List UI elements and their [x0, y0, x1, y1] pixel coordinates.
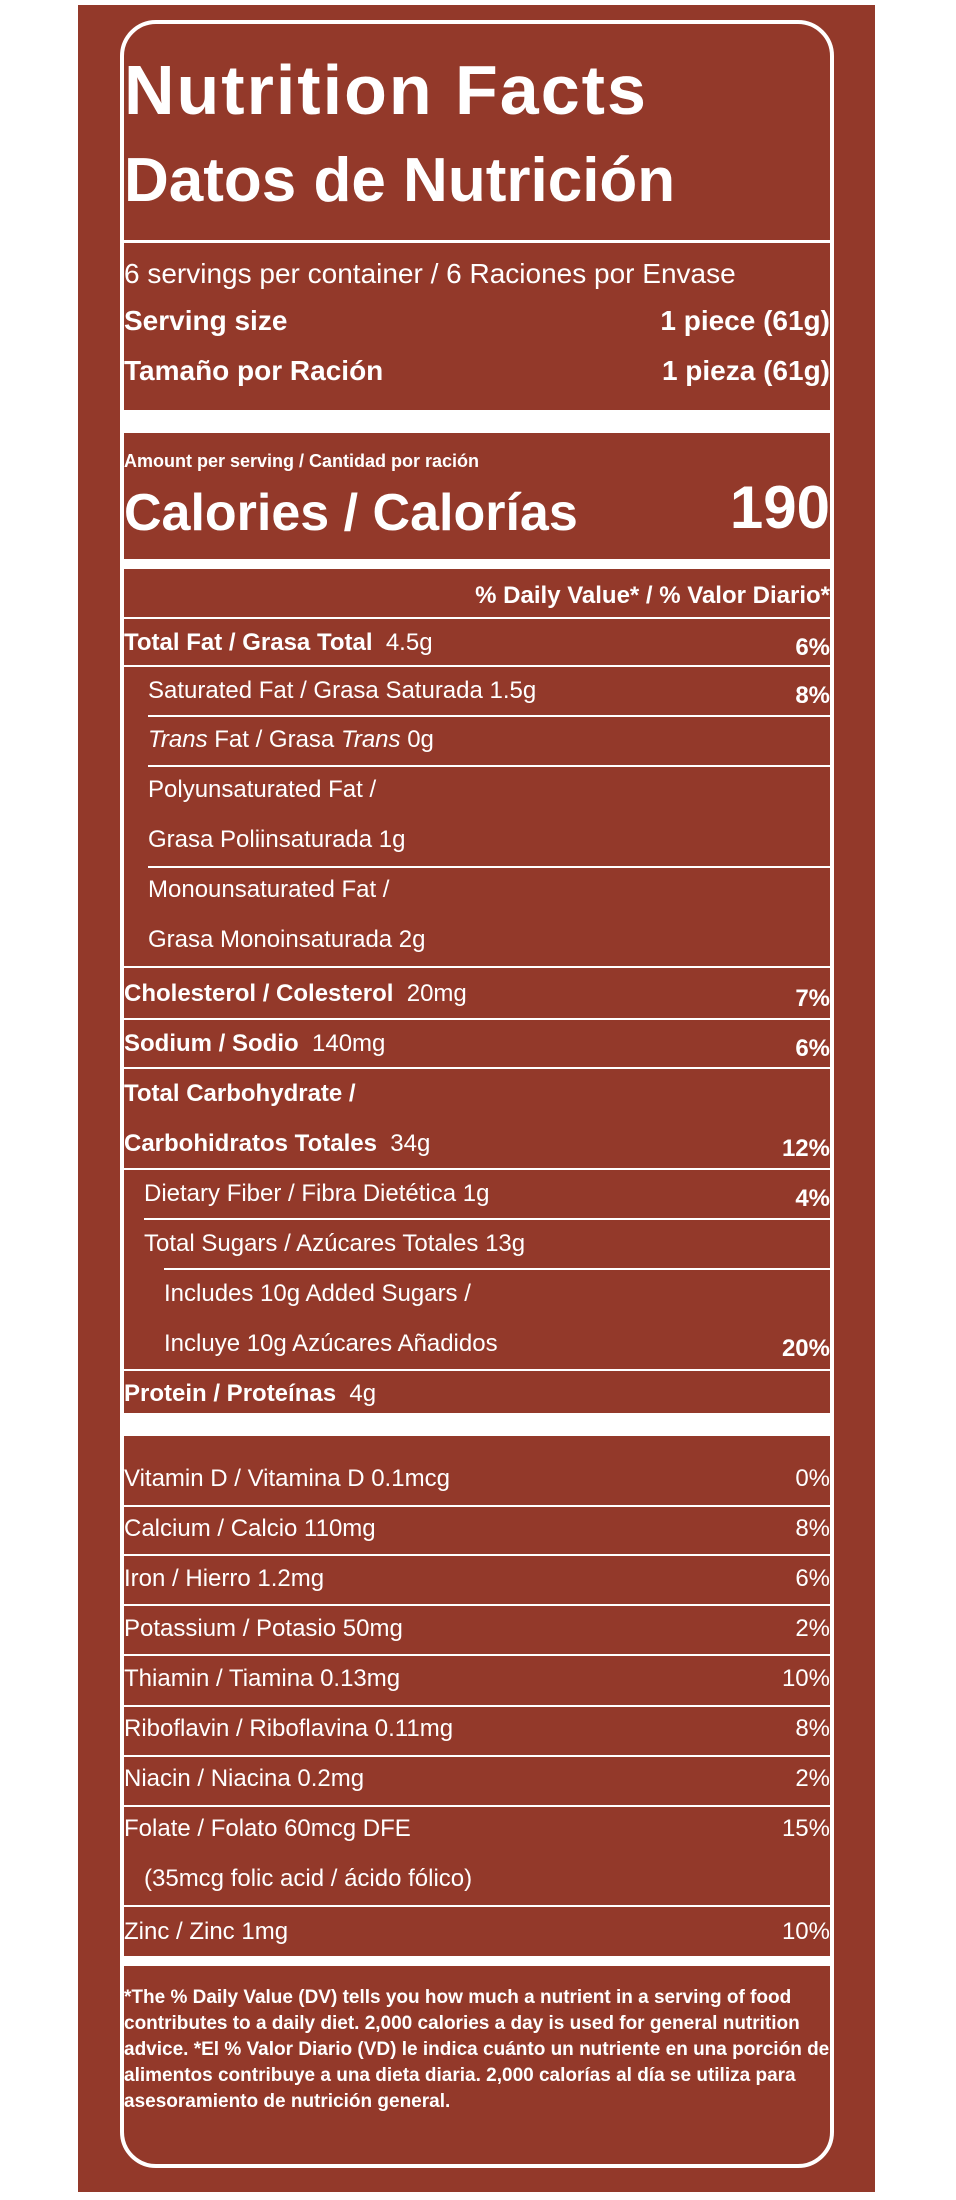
- calcium-label: Calcium / Calcio 110mg: [124, 1515, 376, 1542]
- thiamin-dv: 10%: [781, 1665, 830, 1692]
- vitamin-d-dv: 0%: [795, 1465, 830, 1492]
- vitamin-d-label: Vitamin D / Vitamina D 0.1mcg: [124, 1465, 450, 1492]
- total-carbohydrate-dv: 12%: [781, 1135, 830, 1162]
- zinc-label: Zinc / Zinc 1mg: [124, 1918, 289, 1945]
- protein-row: [124, 1382, 376, 1406]
- divider: [124, 1018, 830, 1020]
- dietary-fiber-dv: 4%: [795, 1185, 830, 1212]
- riboflavin-label: Riboflavin / Riboflavina 0.11mg: [124, 1715, 454, 1742]
- daily-value-header: % Daily Value* / % Valor Diario*: [475, 582, 830, 609]
- divider: [124, 1505, 830, 1507]
- divider: [124, 1554, 830, 1556]
- polyunsaturated-fat-line2: Grasa Poliinsaturada 1g: [148, 826, 406, 853]
- servings-per-container: 6 servings per container / 6 Raciones por Envase: [124, 258, 736, 289]
- total-fat-amount: 4.5g: [385, 629, 433, 656]
- cholesterol-dv: 7%: [795, 985, 830, 1012]
- serving-size-value: 1 piece (61g): [660, 305, 830, 336]
- calcium-dv: 8%: [795, 1515, 830, 1542]
- sodium-row: [124, 1032, 385, 1056]
- folate-dv: 15%: [781, 1815, 830, 1842]
- polyunsaturated-fat-line1: Polyunsaturated Fat /: [148, 776, 377, 803]
- total-fat-row: [124, 631, 433, 655]
- divider: [124, 1067, 830, 1069]
- divider: [124, 1705, 830, 1707]
- sodium-dv: 6%: [795, 1035, 830, 1062]
- monounsaturated-fat-line1: Monounsaturated Fat /: [148, 876, 390, 903]
- thiamin-label: Thiamin / Tiamina 0.13mg: [124, 1665, 401, 1692]
- added-sugars-line1: Includes 10g Added Sugars /: [164, 1280, 471, 1307]
- total-carbohydrate-label: Carbohidratos Totales: [124, 1130, 377, 1157]
- potassium-dv: 2%: [795, 1615, 830, 1642]
- daily-value-footnote: *The % Daily Value (DV) tells you how much a nutrient in a serving of food contributes to a daily diet. 2,000 calories a day is used for general nutrition advice. *El % Valor Diario (VD) le indica cuánto un nutriente en una porción de alimentos contribuye a una dieta diaria. 2,000 calorías al día se utiliza para asesoramiento de nutrición general.: [124, 1987, 830, 2112]
- serving-size-label-es: Tamaño por Ración: [124, 355, 384, 386]
- thick-divider: [124, 1413, 830, 1436]
- monounsaturated-fat-line2: Grasa Monoinsaturada 2g: [148, 926, 426, 953]
- medium-divider: [124, 1956, 830, 1966]
- total-sugars-label: Total Sugars / Azúcares Totales 13g: [144, 1230, 526, 1257]
- title-english: Nutrition Facts: [124, 51, 648, 129]
- divider: [124, 1905, 830, 1907]
- divider: [124, 240, 830, 243]
- total-carbohydrate-line1: Total Carbohydrate /: [124, 1080, 356, 1107]
- amount-per-serving: Amount per serving / Cantidad por ración: [124, 451, 480, 471]
- iron-label: Iron / Hierro 1.2mg: [124, 1565, 325, 1592]
- divider: [124, 617, 830, 619]
- total-carbohydrate-row: [124, 1132, 430, 1156]
- title-spanish: Datos de Nutrición: [124, 146, 676, 215]
- divider: [124, 1604, 830, 1606]
- added-sugars-line2: Incluye 10g Azúcares Añadidos: [164, 1330, 498, 1357]
- cholesterol-row: [124, 982, 467, 1006]
- divider: [124, 1805, 830, 1807]
- protein-amount: 4g: [349, 1380, 377, 1407]
- iron-dv: 6%: [795, 1565, 830, 1592]
- cholesterol-label: Cholesterol / Colesterol: [124, 980, 394, 1007]
- zinc-dv: 10%: [781, 1918, 830, 1945]
- divider: [124, 1168, 830, 1170]
- saturated-fat-label: Saturated Fat / Grasa Saturada 1.5g: [148, 677, 537, 704]
- serving-size-label: Serving size: [124, 305, 288, 336]
- medium-divider: [124, 559, 830, 569]
- sodium-amount: 140mg: [312, 1030, 386, 1057]
- niacin-dv: 2%: [795, 1765, 830, 1792]
- folate-note: (35mcg folic acid / ácido fólico): [144, 1865, 473, 1892]
- cholesterol-amount: 20mg: [406, 980, 467, 1007]
- divider: [124, 1369, 830, 1371]
- divider: [124, 966, 830, 968]
- divider: [124, 1755, 830, 1757]
- total-fat-dv: 6%: [795, 634, 830, 661]
- divider: [164, 1268, 830, 1270]
- divider: [148, 715, 830, 717]
- folate-label: Folate / Folato 60mcg DFE: [124, 1815, 411, 1842]
- calories-value: 190: [729, 474, 830, 541]
- trans-fat-label: Trans Fat / Grasa Trans 0g: [148, 726, 434, 753]
- total-fat-label: Total Fat / Grasa Total: [124, 629, 373, 656]
- saturated-fat-dv: 8%: [795, 682, 830, 709]
- sodium-label: Sodium / Sodio: [124, 1030, 299, 1057]
- calories-label: Calories / Calorías: [124, 484, 578, 542]
- serving-size-value-es: 1 pieza (61g): [661, 355, 830, 386]
- added-sugars-dv: 20%: [781, 1335, 830, 1362]
- divider: [148, 765, 830, 767]
- divider: [124, 1654, 830, 1656]
- thick-divider: [124, 410, 830, 433]
- dietary-fiber-label: Dietary Fiber / Fibra Dietética 1g: [144, 1180, 490, 1207]
- total-carbohydrate-amount: 34g: [390, 1130, 431, 1157]
- divider: [148, 866, 830, 868]
- divider: [144, 1218, 830, 1220]
- divider: [124, 665, 830, 667]
- niacin-label: Niacin / Niacina 0.2mg: [124, 1765, 365, 1792]
- riboflavin-dv: 8%: [795, 1715, 830, 1742]
- potassium-label: Potassium / Potasio 50mg: [124, 1615, 403, 1642]
- protein-label: Protein / Proteínas: [124, 1380, 337, 1407]
